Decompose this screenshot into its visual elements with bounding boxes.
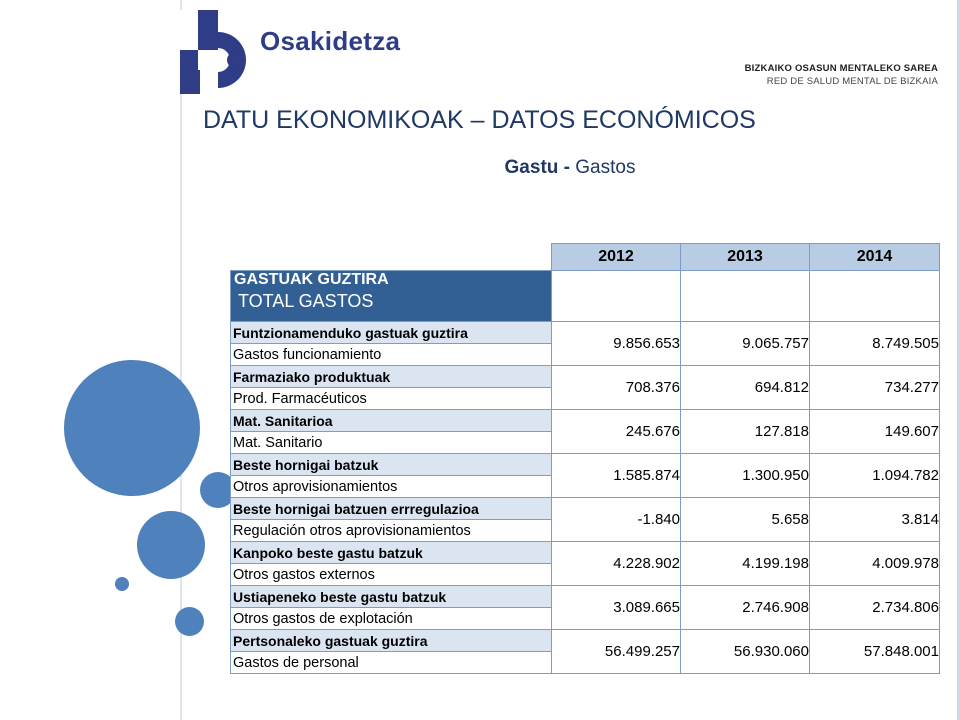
row-value: 2.746.908 [681,586,810,630]
total-label-es: TOTAL GASTOS [238,291,374,311]
row-value: 1.094.782 [810,454,940,498]
row-value: 694.812 [681,366,810,410]
row-label-eu: Kanpoko beste gastu batzuk [231,542,552,564]
row-value: 149.607 [810,410,940,454]
row-value: 734.277 [810,366,940,410]
row-value: 4.199.198 [681,542,810,586]
row-label-es: Otros aprovisionamientos [231,476,552,498]
table-row [231,498,940,520]
year-header: 2014 [810,244,940,271]
row-value: 708.376 [552,366,681,410]
row-label-es: Otros gastos de explotación [231,608,552,630]
row-label-eu: Ustiapeneko beste gastu batzuk [231,586,552,608]
table-row [231,630,940,652]
row-value: 57.848.001 [810,630,940,674]
table-row [231,586,940,608]
row-value: 5.658 [681,498,810,542]
row-label-eu: Beste hornigai batzuen errregulazioa [231,498,552,520]
table-row [231,366,940,388]
row-value: 127.818 [681,410,810,454]
row-value: 3.814 [810,498,940,542]
subtitle-normal: Gastos [569,157,636,178]
subtitle-bold: Gastu - [504,157,570,178]
table-row [231,410,940,432]
expenses-table [230,243,940,674]
total-value: 66.597.506 [810,271,940,322]
decor-circle-medium [137,511,205,579]
row-value: 3.089.665 [552,586,681,630]
row-label-es: Prod. Farmacéuticos [231,388,552,410]
logo-wordmark: Osakidetza [260,26,401,56]
org-name-spanish: RED DE SALUD MENTAL DE BIZKAIA [766,76,938,87]
year-header: 2012 [552,244,681,271]
row-value: 1.300.950 [681,454,810,498]
year-header-row [231,244,940,271]
total-value: 65.995.817 [681,271,810,322]
year-header: 2013 [681,244,810,271]
row-value: 2.734.806 [810,586,940,630]
row-value: 9.856.653 [552,322,681,366]
decor-circle-large [64,360,200,496]
table-row [231,542,940,564]
row-label-es: Gastos funcionamiento [231,344,552,366]
row-label-es: Mat. Sanitario [231,432,552,454]
row-value: 56.499.257 [552,630,681,674]
org-name-basque: BIZKAIKO OSASUN MENTALEKO SAREA [744,63,938,74]
total-value: 66.355.910 [552,271,681,322]
row-value: 8.749.505 [810,322,940,366]
row-value: 4.009.978 [810,542,940,586]
row-value: 245.676 [552,410,681,454]
total-row [231,271,940,322]
row-label-eu: Pertsonaleko gastuak guztira [231,630,552,652]
decor-circle-dot [115,577,129,591]
row-label-es: Otros gastos externos [231,564,552,586]
total-label-eu: GASTUAK GUZTIRA [234,271,389,288]
page-subtitle [0,157,960,179]
row-value: 56.930.060 [681,630,810,674]
row-value: -1.840 [552,498,681,542]
row-label-eu: Funtzionamenduko gastuak guztira [231,322,552,344]
row-value: 4.228.902 [552,542,681,586]
row-label-eu: Farmaziako produktuak [231,366,552,388]
row-value: 1.585.874 [552,454,681,498]
total-label [231,271,552,322]
row-value: 9.065.757 [681,322,810,366]
row-label-eu: Beste hornigai batzuk [231,454,552,476]
row-label-es: Regulación otros aprovisionamientos [231,520,552,542]
page-title: DATU EKONOMIKOAK – DATOS ECONÓMICOS [203,106,756,134]
row-label-es: Gastos de personal [231,652,552,674]
table-row [231,454,940,476]
table-row [231,322,940,344]
row-label-eu: Mat. Sanitarioa [231,410,552,432]
header-blank-cell [231,244,552,271]
decor-circle-small-b [175,607,204,636]
